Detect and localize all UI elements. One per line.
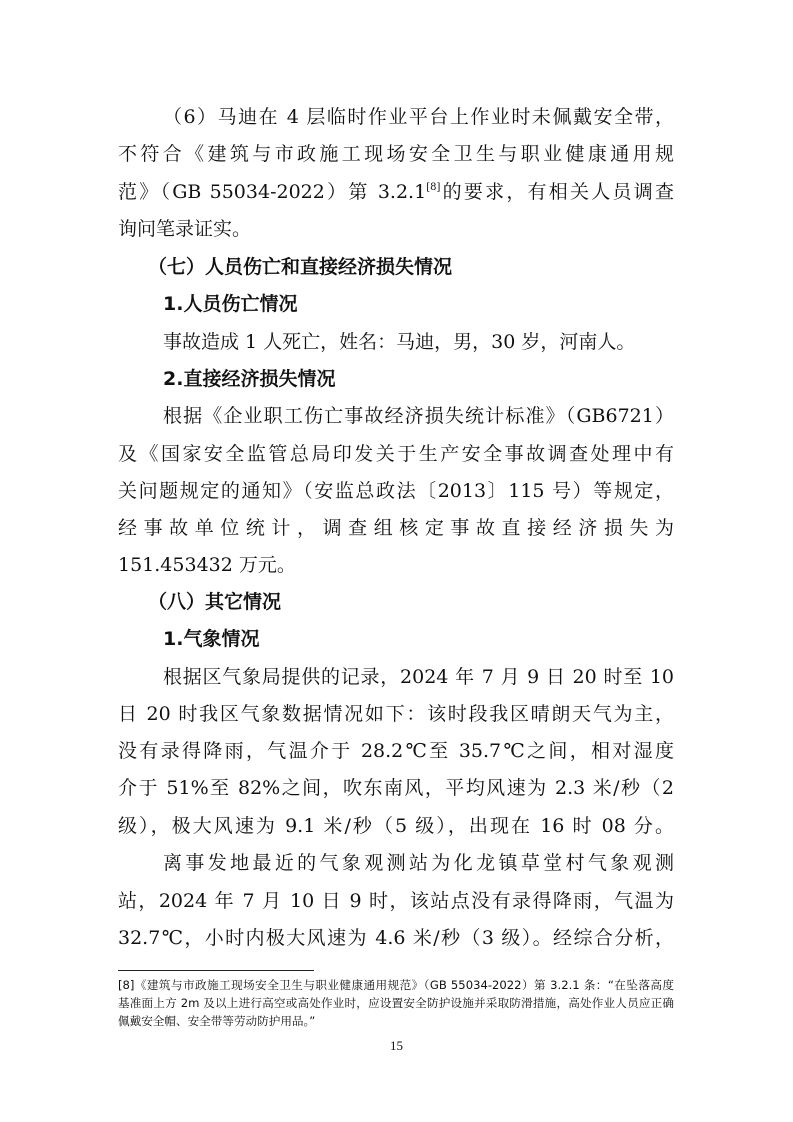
body-line: 32.7℃，小时内极大风速为 4.6 米/秒（3 级）。经综合分析， — [118, 927, 674, 949]
footnote-reference[interactable]: [8] — [426, 182, 441, 193]
body-line: 不符合《建筑与市政施工现场安全卫生与职业健康通用规 — [118, 143, 674, 165]
footnote-line: 佩戴安全帽、安全带等劳动防护用品。” — [118, 1014, 316, 1028]
subsection-heading: 2.直接经济损失情况 — [163, 368, 336, 390]
section-heading: （七）人员伤亡和直接经济损失情况 — [148, 256, 453, 278]
section-heading: （八）其它情况 — [148, 591, 282, 613]
body-line: 事故造成 1 人死亡，姓名：马迪，男，30 岁，河南人。 — [163, 331, 636, 353]
body-line: 介于 51%至 82%之间，吹东南风，平均风速为 2.3 米/秒（2 — [118, 777, 674, 799]
body-line: 及《国家安全监管总局印发关于生产安全事故调查处理中有 — [118, 443, 674, 465]
footnote-line: 基准面上方 2m 及以上进行高空或高处作业时，应设置安全防护设施并采取防滑措施，高处作业人员应正确 — [118, 996, 674, 1010]
body-line: 日 20 时我区气象数据情况如下：该时段我区晴朗天气为主， — [118, 703, 674, 725]
body-line: 151.453432 万元。 — [118, 554, 296, 576]
footnote-line: [8]《建筑与市政施工现场安全卫生与职业健康通用规范》（GB 55034-2022）第 3.2.1 条：“在坠落高度 — [118, 978, 674, 992]
page-number: 15 — [390, 1038, 403, 1053]
body-line: 关问题规定的通知》（安监总政法〔2013〕115 号）等规定， — [118, 480, 674, 502]
body-line: 离事发地最近的气象观测站为化龙镇草堂村气象观测 — [163, 852, 674, 874]
subsection-heading: 1.人员伤亡情况 — [163, 293, 298, 315]
body-line: （6）马迪在 4 层临时作业平台上作业时未佩戴安全带， — [163, 106, 674, 128]
body-line: 根据《企业职工伤亡事故经济损失统计标准》（GB6721） — [163, 405, 674, 427]
body-text: 范》（GB 55034-2022）第 3.2.1 — [118, 181, 427, 203]
body-line: 没有录得降雨，气温介于 28.2℃至 35.7℃之间，相对湿度 — [118, 740, 674, 762]
body-line: 询问笔录证实。 — [118, 218, 252, 240]
body-line — [118, 174, 674, 211]
footnote-separator — [118, 970, 314, 971]
body-line: 级），极大风速为 9.1 米/秒（5 级），出现在 16 时 08 分。 — [118, 815, 674, 837]
body-line: 根据区气象局提供的记录，2024 年 7 月 9 日 20 时至 10 — [163, 666, 674, 688]
subsection-heading: 1.气象情况 — [163, 628, 260, 650]
body-text: 的要求，有相关人员调查 — [440, 181, 674, 203]
body-line: 经事故单位统计，调查组核定事故直接经济损失为 — [118, 517, 674, 539]
body-line: 站，2024 年 7 月 10 日 9 时，该站点没有录得降雨，气温为 — [118, 890, 674, 912]
